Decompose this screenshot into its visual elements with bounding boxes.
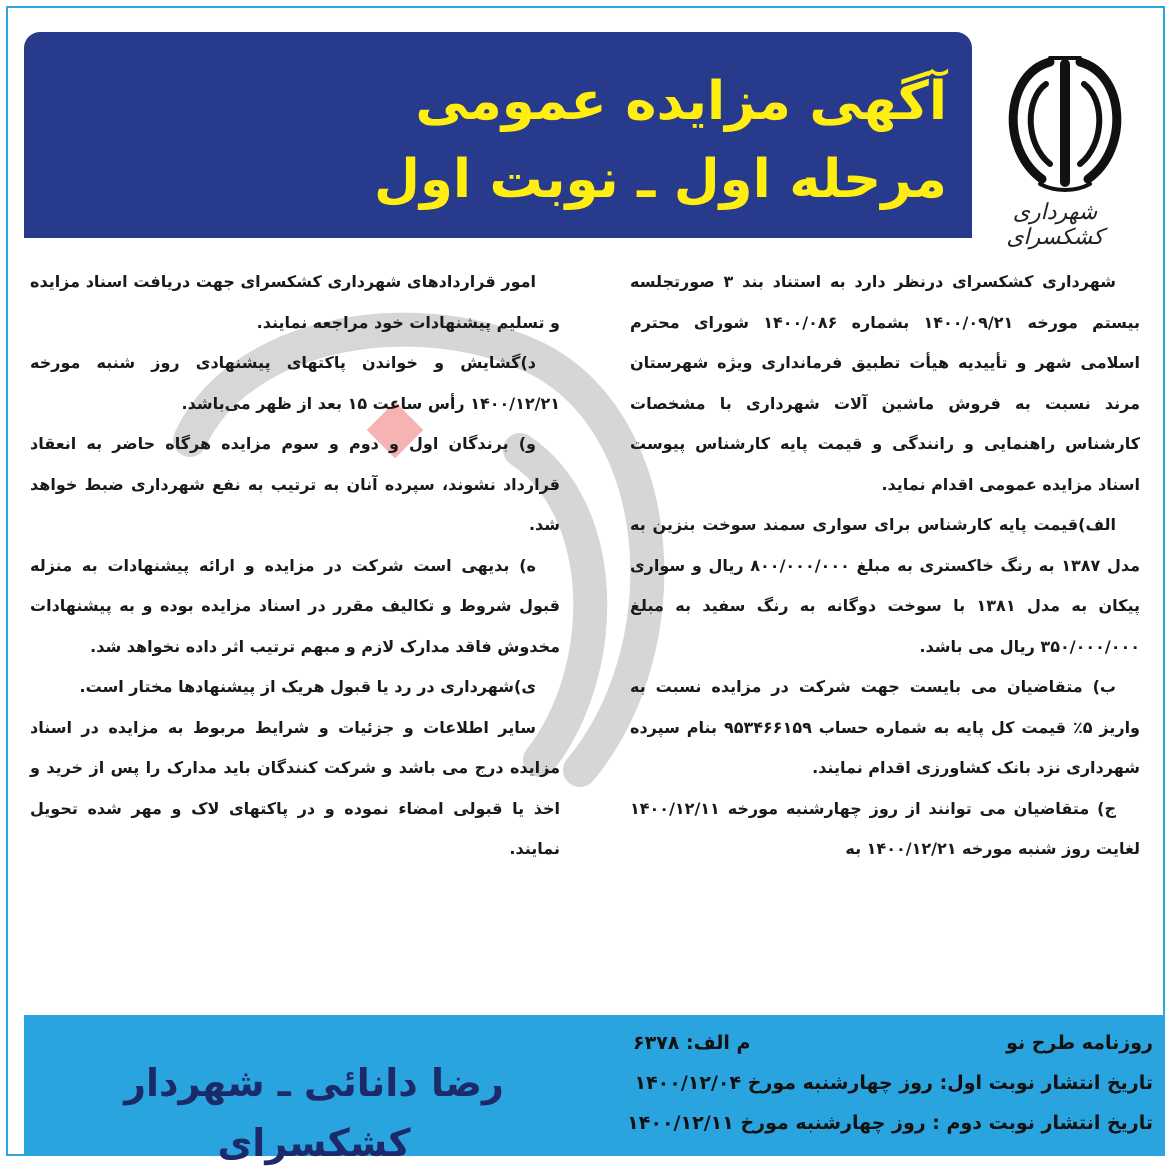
paragraph-vav: و) برندگان اول و دوم و سوم مزایده هرگاه حاضر به انعقاد قرارداد نشوند، سپرده آنان به ترتیب به نفع شهرداری ضبط خواهد شد.	[30, 434, 560, 534]
notice-subtitle: مرحله اول ـ نوبت اول	[373, 149, 947, 210]
paragraph-ye: ی)شهرداری در رد یا قبول هریک از پیشنهادها مختار است.	[79, 677, 536, 696]
paragraph-other-info: سایر اطلاعات و جزئیات و شرایط مربوط به مزایده در اسناد مزایده درج می باشد و شرکت کنندگان باید مدارک را پس از خرید و اخذ یا قبولی امضاء نموده و در پاکتهای لاک و مهر شده تحویل نمایند.	[30, 717, 560, 858]
mayor-signature: رضا دانائی ـ شهردار کشکسرای	[124, 1061, 504, 1165]
footer-band	[24, 1015, 1165, 1165]
paragraph-intro: شهرداری کشکسرای درنظر دارد به استناد بند ۳ صورتجلسه بیستم مورخه ۱۴۰۰/۰۹/۲۱ بشماره ۱۴۰۰/۰۸۶ شورای محترم اسلامی شهر و تأییدیه هیأت تطبیق فرمانداری ویژه شهرستان مرند نسبت به فروش ماشین آلات شهرداری با مشخصات کارشناس راهنمایی و رانندگی و قیمت پایه کارشناس پیوست اسناد مزایده عمومی اقدام نماید.	[630, 272, 1140, 494]
paragraph-be: ب) متقاضیان می بایست جهت شرکت در مزایده نسبت به واریز ۵٪ قیمت کل پایه به شماره حساب ۹۵۳۴۶۶۱۵۹ بنام سپرده شهرداری نزد بانک کشاورزی اقدام نمایند.	[630, 677, 1140, 777]
body-column-left	[30, 262, 560, 870]
paragraph-continuation: امور قراردادهای شهرداری کشکسرای جهت دریافت اسناد مزایده و تسلیم پیشنهادات خود مراجعه نمایند.	[30, 272, 560, 332]
notice-body	[30, 250, 1140, 1010]
notice-title: آگهی مزایده عمومی	[415, 71, 947, 132]
newspaper-name: روزنامه طرح نو	[1006, 1032, 1153, 1054]
paragraph-he: ه) بدیهی است شرکت در مزایده و ارائه پیشنهادات به منزله قبول شروط و تکالیف مقرر در اسناد مزایده بوده و به پیشنهادات مخدوش فاقد مدارک لازم و مبهم ترتیب اثر داده نخواهد شد.	[30, 555, 560, 656]
publication-info	[593, 1023, 1153, 1143]
emblem-caption: شهرداری کشکسرای	[1006, 200, 1104, 250]
body-column-right	[630, 262, 1140, 870]
paragraph-jim: ج) متقاضیان می توانند از روز چهارشنبه مورخه ۱۴۰۰/۱۲/۱۱ لغایت روز شنبه مورخه ۱۴۰۰/۱۲/۲۱ به	[630, 798, 1140, 858]
iran-emblem-icon	[980, 44, 1150, 194]
paragraph-alef: الف)قیمت پایه کارشناس برای سواری سمند سوخت بنزین به مدل ۱۳۸۷ به رنگ خاکستری به مبلغ ۸۰۰/۰۰۰/۰۰۰ ریال و سواری پیکان به مدل ۱۳۸۱ با سوخت دوگانه به رنگ سفید به مبلغ ۳۵۰/۰۰۰/۰۰۰ ریال می باشد.	[630, 515, 1141, 656]
notice-code: م الف: ۶۳۷۸	[633, 1032, 751, 1054]
second-publish-date: تاریخ انتشار نوبت دوم : روز چهارشنبه مورخ ۱۴۰۰/۱۲/۱۱	[627, 1112, 1153, 1134]
first-publish-date: تاریخ انتشار نوبت اول: روز چهارشنبه مورخ ۱۴۰۰/۱۲/۰۴	[634, 1072, 1153, 1094]
paragraph-dal: د)گشایش و خواندن پاکتهای پیشنهادی روز شنبه مورخه ۱۴۰۰/۱۲/۲۱ رأس ساعت ۱۵ بعد از ظهر می‌باشد.	[30, 353, 560, 413]
